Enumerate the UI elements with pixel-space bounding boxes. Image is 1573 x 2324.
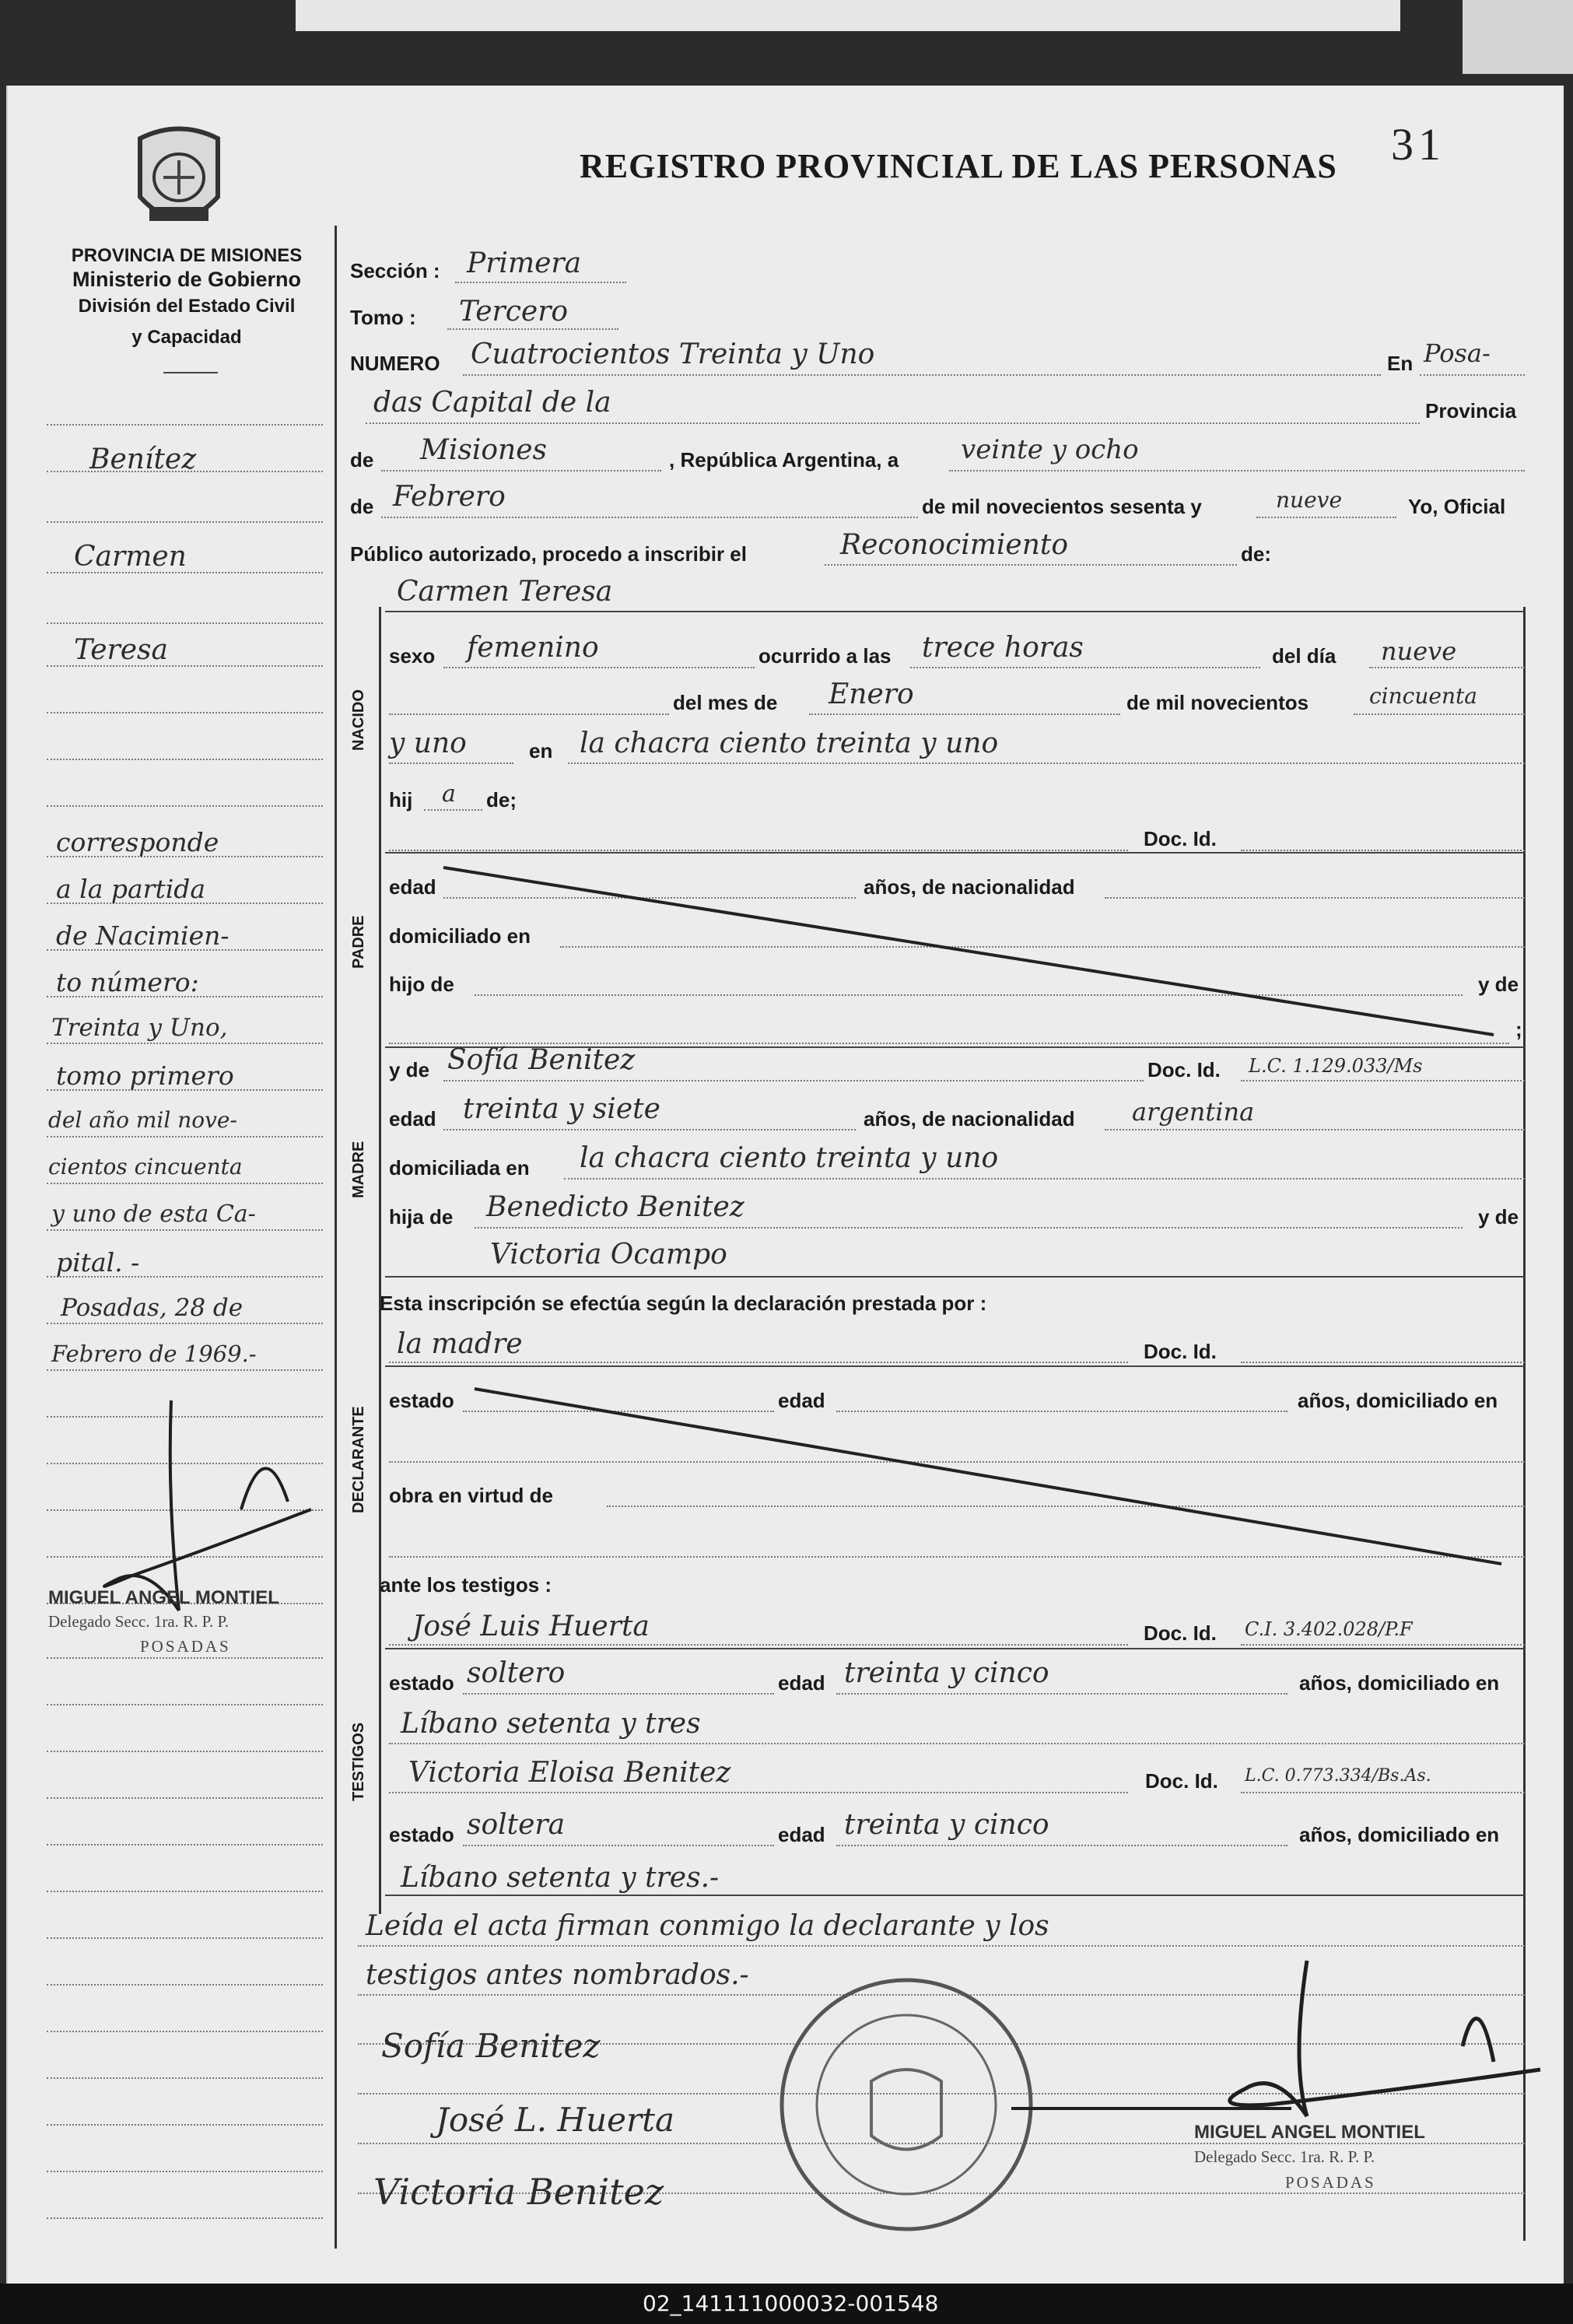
madre-father-value: Benedicto Benitez [486,1191,744,1223]
previous-page-corner [1463,0,1573,74]
madre-dom-label: domiciliada en [389,1156,530,1180]
signature-1: Sofía Benitez [381,2027,601,2065]
anio-value: cincuenta [1369,683,1477,709]
testigo2-dom-label: años, domiciliado en [1299,1823,1500,1846]
field-rule [443,667,755,668]
padre-cancel-line [436,864,1501,1043]
field-rule [1354,713,1525,715]
margin-stamp-role: Delegado Secc. 1ra. R. P. P. [48,1612,229,1631]
del-dia-label: del día [1272,644,1337,668]
de-label: de [350,448,374,471]
field-rule [381,470,661,471]
field-rule [381,517,918,518]
madre-doc-value: L.C. 1.129.033/Ms [1249,1055,1423,1077]
signature-2: José L. Huerta [436,2101,675,2139]
declarante-dom-label: años, domiciliado en [1298,1389,1498,1412]
margin-note-line: Treinta y Uno, [51,1014,228,1042]
margin-rule [47,1984,323,1986]
margin-rule [47,1704,323,1705]
margin-note-line: Posadas, 28 de [61,1294,243,1322]
year-label: de mil novecientos sesenta y [922,495,1202,518]
mes-value: Enero [829,678,914,710]
margin-rule [47,1183,323,1184]
margin-surname: Benítez [89,443,197,475]
de-colon-label: de: [1241,542,1271,566]
margin-second-name: Teresa [74,634,168,666]
field-rule [389,850,1128,851]
testigos-side-label: TESTIGOS [350,1722,367,1801]
madre-yde2-label: y de [1478,1205,1519,1229]
padre-dom-label: domiciliado en [389,924,531,948]
section-column-divider [379,607,381,1914]
madre-name-value: Sofía Benitez [447,1044,636,1076]
padre-edad-label: edad [389,875,436,899]
declarante-edad-label: edad [778,1389,825,1412]
field-rule [443,1080,1144,1081]
padre-hijo-label: hijo de [389,973,454,996]
padre-nac-label: años, de nacionalidad [864,875,1075,899]
margin-note-line: corresponde [56,827,219,857]
testigos-intro: ante los testigos : [380,1573,552,1597]
madre-nac-label: años, de nacionalidad [864,1107,1075,1130]
margin-stamp-city: POSADAS [140,1637,231,1656]
testigo2-edad-label: edad [778,1823,825,1846]
madre-dom-value: la chacra ciento treinta y uno [580,1142,999,1174]
field-rule [463,1693,774,1695]
page-number: 31 [1391,119,1445,170]
main-stamp-name: MIGUEL ANGEL MONTIEL [1194,2122,1425,2143]
padre-doc-label: Doc. Id. [1144,827,1217,850]
margin-note-line: cientos cincuenta [48,1154,243,1180]
declarante-side-label: DECLARANTE [350,1406,367,1513]
margin-rule [47,1844,323,1846]
field-rule [1241,1644,1525,1646]
scan-id: 02_141111000032-001548 [643,2291,939,2316]
field-rule [389,1743,1525,1744]
field-rule [1241,1080,1525,1081]
margin-note-line: a la partida [56,874,206,904]
closing-line-1: Leída el acta firman conmigo la declarante y los [366,1910,1049,1942]
field-rule [463,1845,774,1846]
field-rule [568,762,1525,764]
margin-rule [47,2171,323,2172]
margin-rule [47,2077,323,2079]
agency-line-2: Ministerio de Gobierno [72,268,302,291]
field-rule [1105,1129,1525,1130]
margin-rule [47,521,323,523]
margin-rule [47,1323,323,1324]
seccion-value: Primera [467,247,582,279]
anio-value-2: y uno [389,727,467,759]
field-rule [1241,850,1525,851]
margin-stamp-name: MIGUEL ANGEL MONTIEL [48,1587,279,1608]
testigo1-doc-label: Doc. Id. [1144,1621,1217,1645]
madre-mother-value: Victoria Ocampo [490,1239,727,1271]
field-rule [389,713,669,715]
field-rule [949,470,1525,471]
testigo2-estado-label: estado [389,1823,454,1846]
provincia-label: Provincia [1425,399,1517,422]
ocurrido-label: ocurrido a las [758,644,892,668]
sexo-label: sexo [389,644,436,668]
agency-line-3: División del Estado Civil [78,296,296,317]
closing-line-2: testigos antes nombrados.- [366,1959,749,1991]
field-rule [475,1227,1463,1229]
madre-edad-label: edad [389,1107,436,1130]
day-value: veinte y ocho [961,434,1139,465]
margin-rule [47,1657,323,1659]
field-rule [836,1845,1287,1846]
margin-rule [47,1136,323,1137]
margin-rule [47,759,323,760]
margin-rule [47,2217,323,2219]
field-rule [1241,1362,1525,1363]
declarante-cancel-line [467,1385,1509,1572]
dia-value: nueve [1381,636,1457,666]
margin-rule [47,1043,323,1044]
republica-label: , República Argentina, a [669,448,899,471]
testigo2-doc-label: Doc. Id. [1145,1769,1218,1793]
field-rule [836,1693,1287,1695]
margin-rule [47,1229,323,1231]
section-rule [385,1365,1525,1367]
child-name: Carmen Teresa [397,576,613,608]
margin-note-line: del año mil nove- [48,1107,237,1133]
padre-end-mark: ; [1515,1018,1522,1041]
margin-rule [47,1369,323,1371]
margin-note-line: Febrero de 1969.- [51,1341,257,1367]
field-rule [1241,1792,1525,1793]
declarante-virtud-label: obra en virtud de [389,1484,553,1507]
margin-rule [47,1751,323,1752]
publico-label: Público autorizado, procedo a inscribir el [350,542,747,566]
main-stamp-city: POSADAS [1285,2173,1376,2192]
en-label: En [1387,352,1414,375]
tomo-value: Tercero [459,296,569,328]
oficial-label: Yo, Oficial [1408,495,1506,518]
field-rule [1420,374,1525,376]
lugar-value: la chacra ciento treinta y uno [580,727,999,759]
nacido-en-label: en [529,739,553,762]
testigo1-estado-value: soltero [467,1657,566,1689]
testigo1-dom-value: Líbano setenta y tres [401,1708,701,1740]
margin-note-line: y uno de esta Ca- [51,1201,256,1228]
testigo1-doc-value: C.I. 3.402.028/P.F [1245,1618,1413,1640]
month-value: Febrero [393,481,506,513]
margin-column-divider [335,226,337,2249]
testigo1-estado-label: estado [389,1671,454,1695]
agency-underline [163,372,218,373]
padre-yde-label: y de [1478,973,1519,996]
hij-label: hij [389,788,413,811]
field-rule [389,1792,1128,1793]
field-rule [1256,517,1396,518]
margin-note-line: de Nacimien- [56,920,229,951]
margin-note-line: tomo primero [56,1060,234,1091]
margin-rule [47,622,323,624]
testigo2-name: Victoria Eloisa Benitez [408,1757,731,1789]
field-rule [809,713,1120,715]
field-rule [825,564,1237,566]
field-rule [443,1129,856,1130]
province-value: Misiones [420,434,548,466]
testigo1-edad-label: edad [778,1671,825,1695]
field-rule [455,282,626,283]
field-rule [389,762,513,764]
margin-rule [47,2124,323,2126]
margin-note-line: pital. - [56,1247,140,1278]
testigo2-doc-value: L.C. 0.773.334/Bs.As. [1245,1766,1431,1786]
mes-label: del mes de [673,691,778,714]
agency-line-4: y Capacidad [131,327,242,348]
testigo2-edad-value: treinta y cinco [844,1809,1049,1841]
seccion-label: Sección : [350,259,440,282]
testigo1-dom-label: años, domiciliado en [1299,1671,1500,1695]
section-rule [385,852,1525,854]
testigo2-estado-value: soltera [467,1809,566,1841]
provincial-crest-icon [124,123,233,240]
acto-value: Reconocimiento [840,529,1069,561]
main-stamp-role: Delegado Secc. 1ra. R. P. P. [1194,2147,1375,2166]
margin-first-name: Carmen [74,541,187,573]
hij-value: a [442,780,456,808]
field-rule [366,422,1420,424]
place-value: das Capital de la [373,387,611,419]
field-rule [389,1644,1128,1646]
tomo-label: Tomo : [350,306,416,329]
madre-hija-label: hija de [389,1205,454,1229]
declarante-who-value: la madre [397,1328,523,1360]
en-value: Posa- [1424,338,1491,368]
testigo1-edad-value: treinta y cinco [844,1657,1049,1689]
padre-side-label: PADRE [350,915,367,969]
page-title: REGISTRO PROVINCIAL DE LAS PERSONAS [580,147,1337,185]
field-rule [463,374,1381,376]
hij-de-label: de; [486,788,517,811]
declarante-estado-label: estado [389,1389,454,1412]
agency-line-1: PROVINCIA DE MISIONES [71,245,303,266]
numero-label: NUMERO [350,352,440,375]
field-rule [424,809,482,811]
testigo2-dom-value: Líbano setenta y tres.- [401,1862,720,1894]
margin-rule [47,424,323,426]
field-rule [358,1945,1525,1947]
de-label-2: de [350,495,374,518]
testigo1-name: José Luis Huerta [412,1611,650,1642]
nacido-side-label: NACIDO [350,689,367,751]
section-rule [385,1648,1525,1649]
anio-label: de mil novecientos [1126,691,1309,714]
madre-nac-value: argentina [1132,1097,1255,1127]
margin-rule [47,1891,323,1892]
field-rule [1369,667,1525,668]
declarante-intro: Esta inscripción se efectúa según la declaración prestada por : [380,1292,987,1315]
margin-note-line: to número: [56,967,199,997]
section-rule [385,1276,1525,1278]
previous-page-edge [296,0,1400,31]
margin-rule [47,1797,323,1799]
margin-rule [47,712,323,713]
madre-side-label: MADRE [350,1141,367,1198]
margin-rule [47,1937,323,1939]
year-value: nueve [1276,487,1343,513]
field-rule [385,611,1525,612]
margin-rule [47,805,323,807]
field-rule [447,328,618,330]
madre-yde-label: y de [389,1058,430,1081]
field-rule [564,1178,1525,1180]
madre-doc-label: Doc. Id. [1147,1058,1221,1081]
signature-3: Victoria Benitez [373,2171,664,2213]
official-seal-icon [770,1972,1042,2237]
section-rule [385,1895,1525,1896]
hora-value: trece horas [922,632,1084,664]
field-rule [389,1362,1128,1363]
numero-value: Cuatrocientos Treinta y Uno [471,338,875,370]
sexo-value: femenino [467,632,599,664]
madre-edad-value: treinta y siete [463,1093,660,1125]
margin-rule [47,2031,323,2032]
field-rule [910,667,1260,668]
declarante-doc-label: Doc. Id. [1144,1340,1217,1363]
